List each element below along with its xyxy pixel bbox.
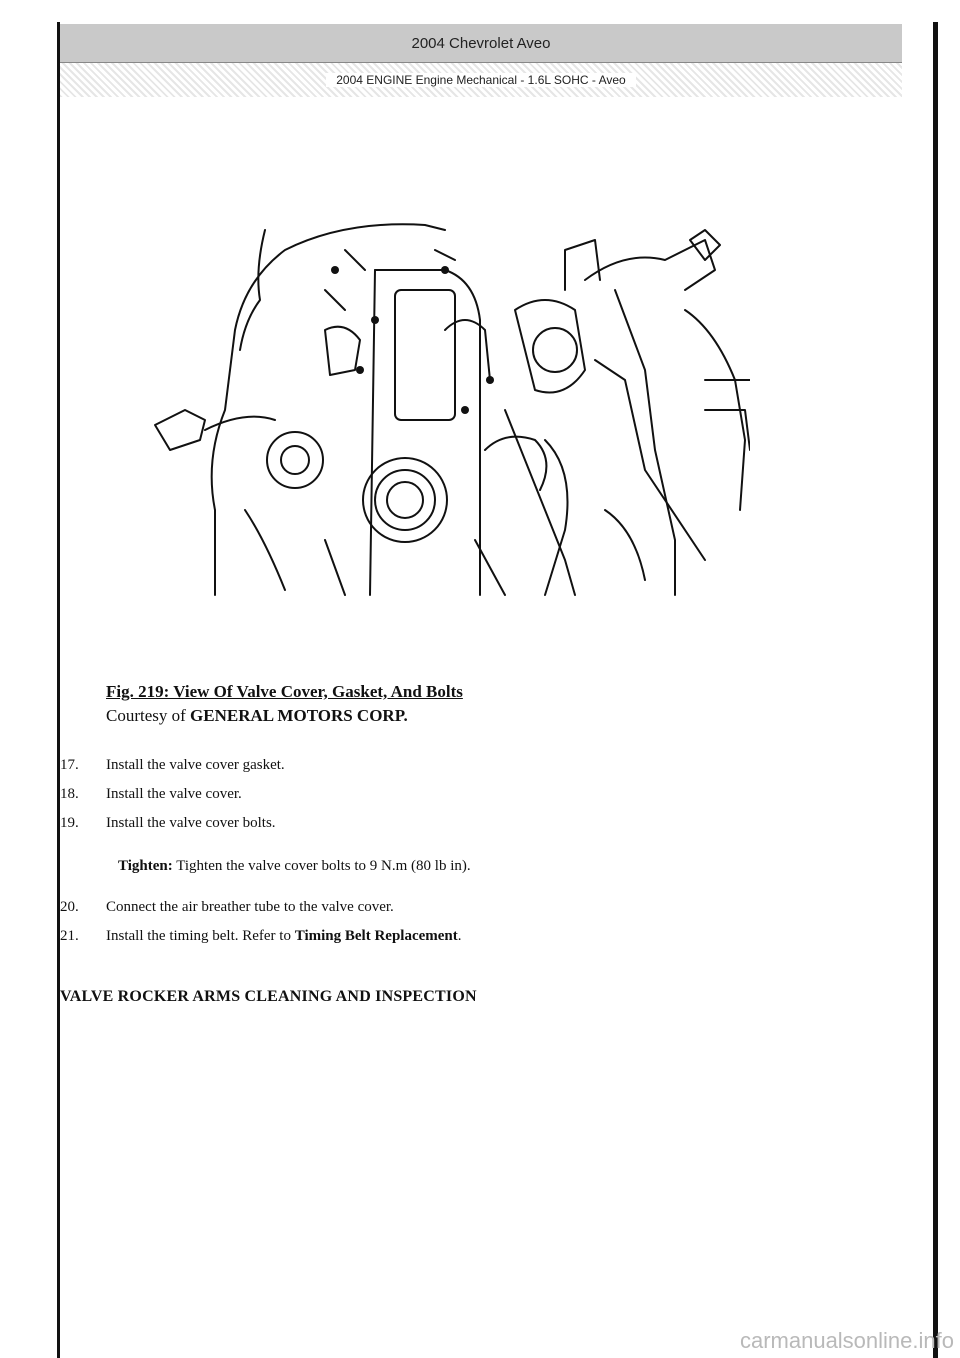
figure-credit [106, 704, 463, 728]
step-number: 19. [60, 815, 79, 831]
step-text [106, 928, 462, 945]
step-number: 20. [60, 899, 79, 915]
tighten-label: Tighten: [118, 858, 173, 874]
engine-figure [145, 210, 750, 605]
list-item [60, 786, 860, 815]
list-item [60, 928, 860, 957]
watermark: carmanualsonline.info [739, 1328, 954, 1353]
figure-caption [106, 680, 463, 728]
section-heading: VALVE ROCKER ARMS CLEANING AND INSPECTION [60, 988, 477, 1005]
list-item [60, 899, 860, 928]
step-text: Install the valve cover bolts. [106, 815, 276, 831]
document-header [60, 24, 902, 97]
header-subtitle: 2004 ENGINE Engine Mechanical - 1.6L SOHC - Aveo [326, 73, 635, 87]
timing-belt-link[interactable]: Timing Belt Replacement [294, 928, 458, 944]
step-text-suffix: . [457, 928, 462, 944]
list-item [60, 815, 860, 844]
header-subtitle-bar [60, 63, 902, 97]
step-number: 21. [60, 928, 79, 944]
list-item [60, 757, 860, 786]
step-number: 18. [60, 786, 79, 802]
credit-org: GENERAL MOTORS CORP. [190, 706, 408, 725]
step-text-prefix: Install the timing belt. Refer to [106, 928, 291, 944]
step-number: 17. [60, 757, 79, 773]
tighten-note [118, 858, 860, 875]
step-text: Install the valve cover. [106, 786, 242, 802]
step-text: Connect the air breather tube to the valve cover. [106, 899, 394, 915]
credit-prefix: Courtesy of [106, 706, 186, 725]
engine-line-drawing [145, 210, 750, 605]
header-title: 2004 Chevrolet Aveo [60, 24, 902, 63]
tighten-text: Tighten the valve cover bolts to 9 N.m (80 lb in). [176, 858, 471, 874]
page-border-right [933, 22, 938, 1358]
figure-title: Fig. 219: View Of Valve Cover, Gasket, And Bolts [106, 682, 463, 701]
page-border-left [57, 22, 60, 1358]
procedure-steps [60, 757, 860, 957]
step-text: Install the valve cover gasket. [106, 757, 285, 773]
